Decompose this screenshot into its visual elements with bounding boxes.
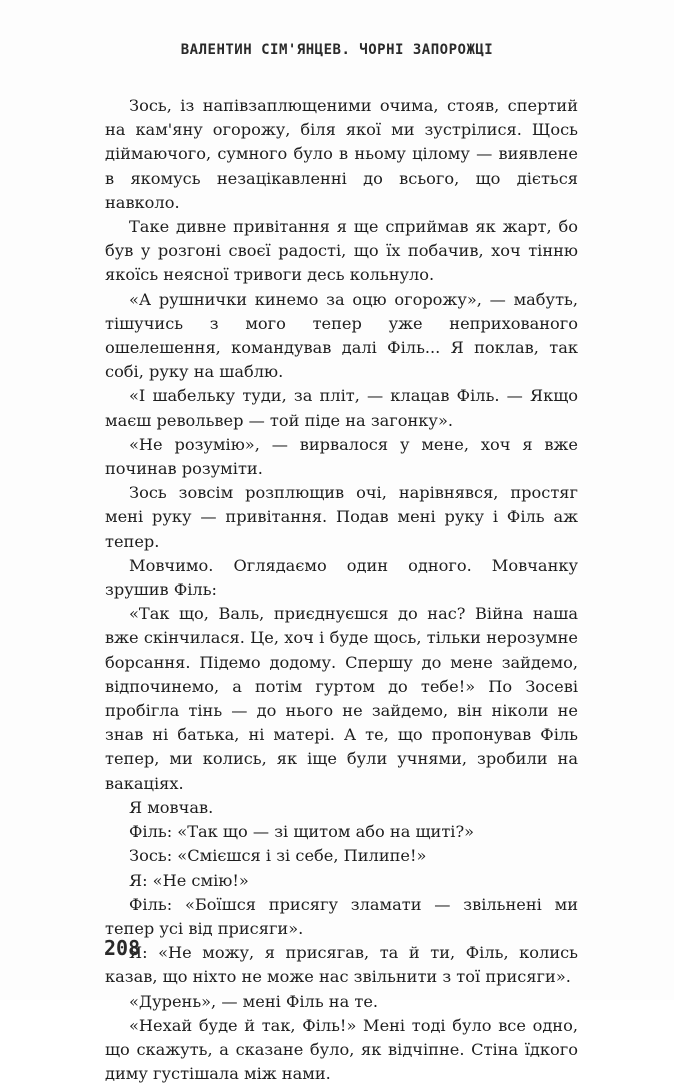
paragraph: Я мовчав.: [129, 797, 214, 817]
paragraph: Зось, із напівзаплющеними очима, стояв, спертий на кам'яну огорожу, біля якої ми зустрілися. Щось діймаючого, сумного було в ньому цілому — виявлене в якомусь незацікавленні до всього, що діється навколо.: [105, 96, 578, 212]
paragraph: Філь: «Так що — зі щитом або на щиті?»: [129, 822, 475, 842]
paragraph: Таке дивне привітання я ще сприймав як жарт, бо був у розгоні своєї радості, що їх побачив, хоч тінню якоїсь неясної тривоги десь кольнуло.: [105, 217, 578, 285]
paragraph: «Так що, Валь, приєднуєшся до нас? Війна наша вже скінчилася. Це, хоч і буде щось, тільки нерозумне борсання. Підемо додому. Спершу до мене зайдемо, відпочинемо, а потім гуртом до тебе!» По Зосеві пробігла тінь — до нього не зайдемо, він ніколи не знав ні батька, ні матері. А те, що пропонував Філь тепер, ми колись, як іще були учнями, зробили на вакаціях.: [105, 604, 578, 793]
paragraph: Зось зовсім розплющив очі, нарівнявся, простяг мені руку — привітання. Подав мені руку і Філь аж тепер.: [105, 483, 578, 551]
paragraph: «Нехай буде й так, Філь!» Мені тоді було все одно, що скажуть, а сказане було, як відчіпне. Стіна їдкого диму густішала між нами.: [105, 1015, 578, 1084]
paragraph: Мовчимо. Оглядаємо один одного. Мовчанку зрушив Філь:: [105, 555, 578, 600]
page-number: 208: [104, 936, 141, 960]
paragraph: Я: «Не можу, я присягав, та й ти, Філь, колись казав, що ніхто не може нас звільнити з тої присяги».: [105, 943, 578, 987]
paragraph: «І шабельку туди, за пліт, — клацав Філь. — Якщо маєш револьвер — той піде на загонку».: [105, 386, 578, 430]
running-header: ВАЛЕНТИН СІМ'ЯНЦЕВ. ЧОРНІ ЗАПОРОЖЦІ: [180, 42, 494, 58]
body-text: [105, 94, 578, 1086]
paragraph: «Не розумію», — вирвалося у мене, хоч я вже починав розуміти.: [105, 434, 578, 479]
paragraph: Я: «Не смію!»: [129, 870, 249, 890]
paragraph: «Дурень», — мені Філь на те.: [129, 991, 379, 1011]
paragraph: Зось: «Смієшся і зі себе, Пилипе!»: [129, 846, 427, 866]
paragraph: Філь: «Боїшся присягу зламати — звільнені ми тепер усі від присяги».: [105, 894, 578, 938]
paragraph: «А рушнички кинемо за оцю огорожу», — мабуть, тішучись з мого тепер уже неприхованого ошелешення, командував далі Філь... Я поклав, так собі, руку на шаблю.: [105, 289, 578, 382]
